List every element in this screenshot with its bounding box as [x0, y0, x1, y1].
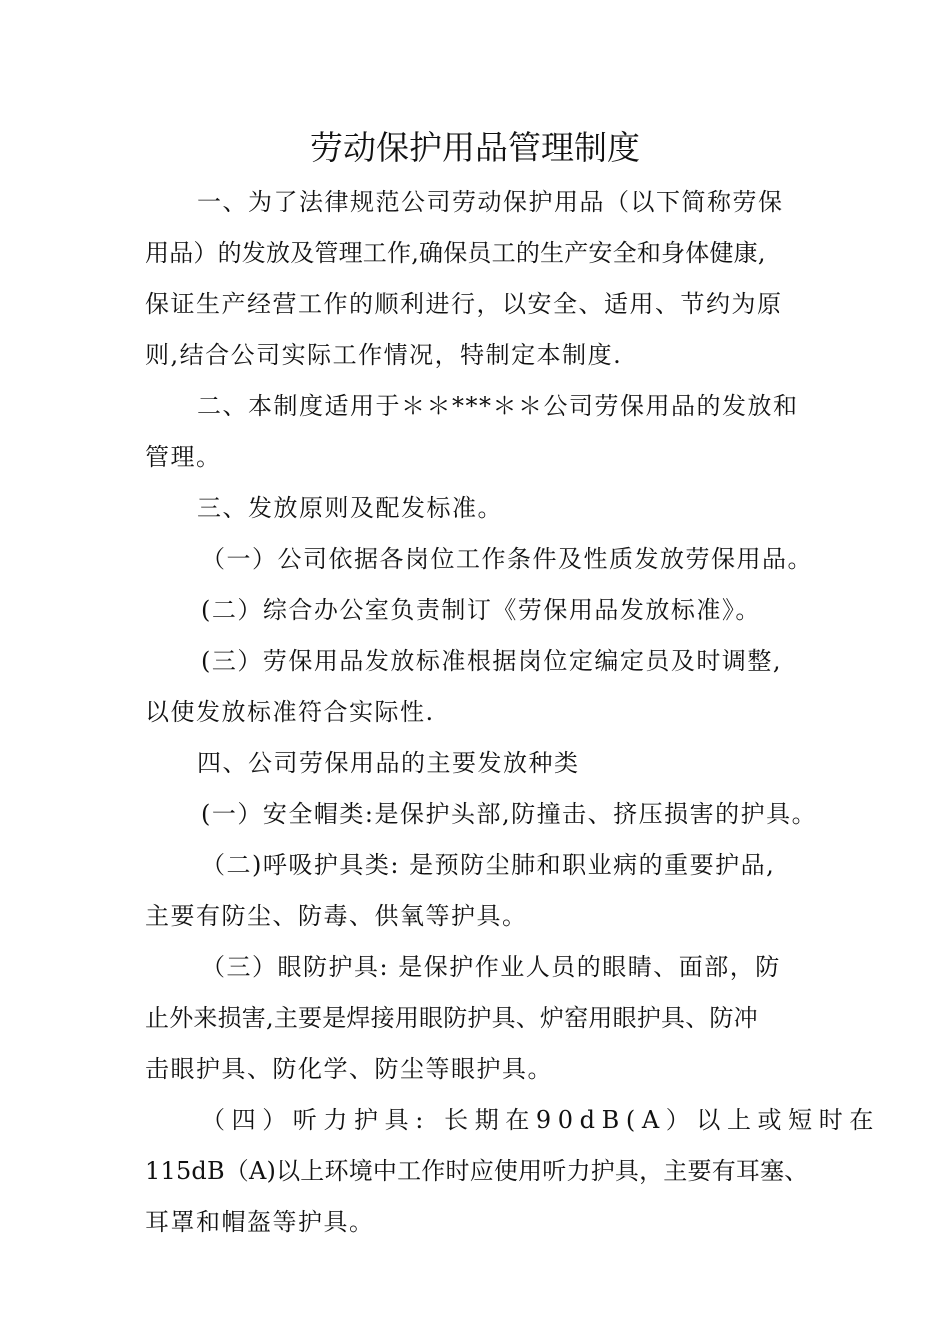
text-line: 四、公司劳保用品的主要发放种类	[197, 749, 580, 777]
text-line: 115dB（A)以上环境中工作时应使用听力护具，主要有耳塞、	[145, 1157, 809, 1185]
paragraph-purpose	[145, 177, 810, 381]
paragraph-types	[145, 738, 880, 1248]
document-body	[145, 177, 880, 1248]
text-line: （四）听力护具: 长期在90dB(A）以上或短时在	[201, 1106, 880, 1134]
text-line: 保证生产经营工作的顺利进行，以安全、适用、节约为原	[145, 290, 783, 318]
text-line: 则,结合公司实际工作情况，特制定本制度.	[145, 341, 623, 369]
text-line: (一）安全帽类:是保护头部,防撞击、挤压损害的护具。	[201, 800, 818, 828]
text-line: （一）公司依据各岗位工作条件及性质发放劳保用品。	[201, 545, 813, 573]
text-line: 三、发放原则及配发标准。	[197, 494, 503, 522]
text-line: 主要有防尘、防毒、供氧等护具。	[145, 902, 528, 930]
text-line: 以使发放标准符合实际性.	[145, 698, 435, 726]
text-line: 一、为了法律规范公司劳动保护用品（以下简称劳保	[197, 188, 784, 216]
text-line: （二)呼吸护具类: 是预防尘肺和职业病的重要护品,	[201, 851, 776, 879]
text-line: 止外来损害,主要是焊接用眼防护具、炉窑用眼护具、防冲	[145, 1004, 758, 1032]
text-line: (二）综合办公室负责制订《劳保用品发放标准》。	[201, 596, 761, 624]
text-line: 击眼护具、防化学、防尘等眼护具。	[145, 1055, 553, 1083]
text-line: 管理。	[145, 443, 222, 471]
text-line: 耳罩和帽盔等护具。	[145, 1208, 375, 1236]
text-line: (三）劳保用品发放标准根据岗位定编定员及时调整,	[201, 647, 782, 675]
paragraph-scope	[145, 381, 810, 483]
text-line: 用品）的发放及管理工作,确保员工的生产安全和身体健康,	[145, 239, 766, 267]
text-line: 二、本制度适用于＊＊***＊＊公司劳保用品的发放和	[197, 392, 799, 420]
document-title: 劳动保护用品管理制度	[310, 128, 640, 167]
paragraph-principles	[145, 483, 813, 738]
text-line: （三）眼防护具: 是保护作业人员的眼睛、面部，防	[201, 953, 781, 981]
